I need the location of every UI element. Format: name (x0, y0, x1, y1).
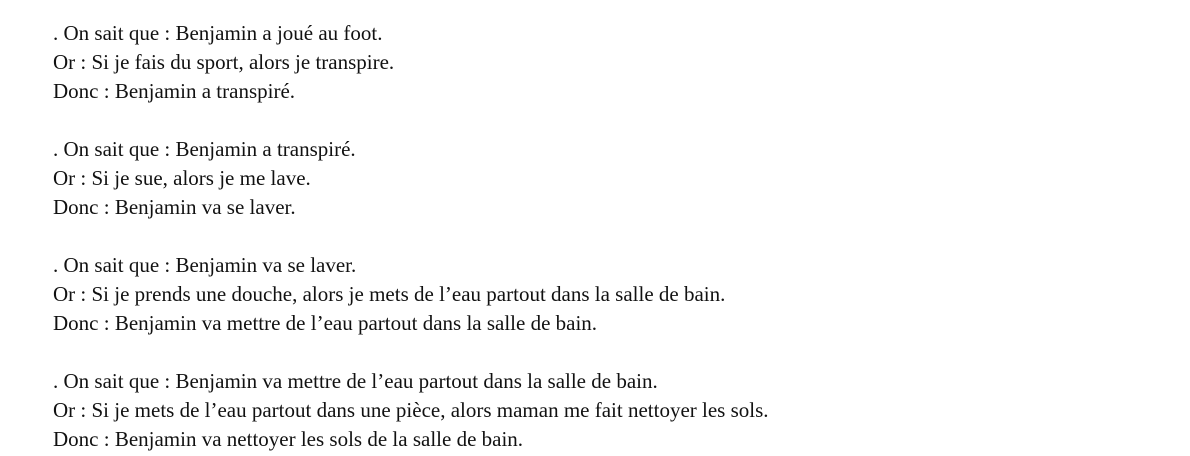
premise-line: . On sait que : Benjamin a transpiré. (53, 137, 356, 161)
syllogism-block-2 (53, 135, 1173, 222)
conclusion-line: Donc : Benjamin va se laver. (53, 195, 296, 219)
document-page (53, 19, 1173, 454)
rule-line: Or : Si je prends une douche, alors je mets de l’eau partout dans la salle de bain. (53, 282, 726, 306)
syllogism-block-3 (53, 251, 1173, 338)
conclusion-line: Donc : Benjamin va mettre de l’eau partout dans la salle de bain. (53, 311, 598, 335)
rule-line: Or : Si je mets de l’eau partout dans une pièce, alors maman me fait nettoyer les sols. (53, 398, 769, 422)
premise-line: . On sait que : Benjamin va mettre de l’eau partout dans la salle de bain. (53, 369, 658, 393)
rule-line: Or : Si je fais du sport, alors je transpire. (53, 50, 395, 74)
rule-line: Or : Si je sue, alors je me lave. (53, 166, 311, 190)
premise-line: . On sait que : Benjamin va se laver. (53, 253, 357, 277)
conclusion-line: Donc : Benjamin a transpiré. (53, 79, 296, 103)
syllogism-block-4 (53, 367, 1173, 454)
syllogism-block-1 (53, 19, 1173, 106)
premise-line: . On sait que : Benjamin a joué au foot. (53, 21, 383, 45)
conclusion-line: Donc : Benjamin va nettoyer les sols de la salle de bain. (53, 427, 524, 451)
